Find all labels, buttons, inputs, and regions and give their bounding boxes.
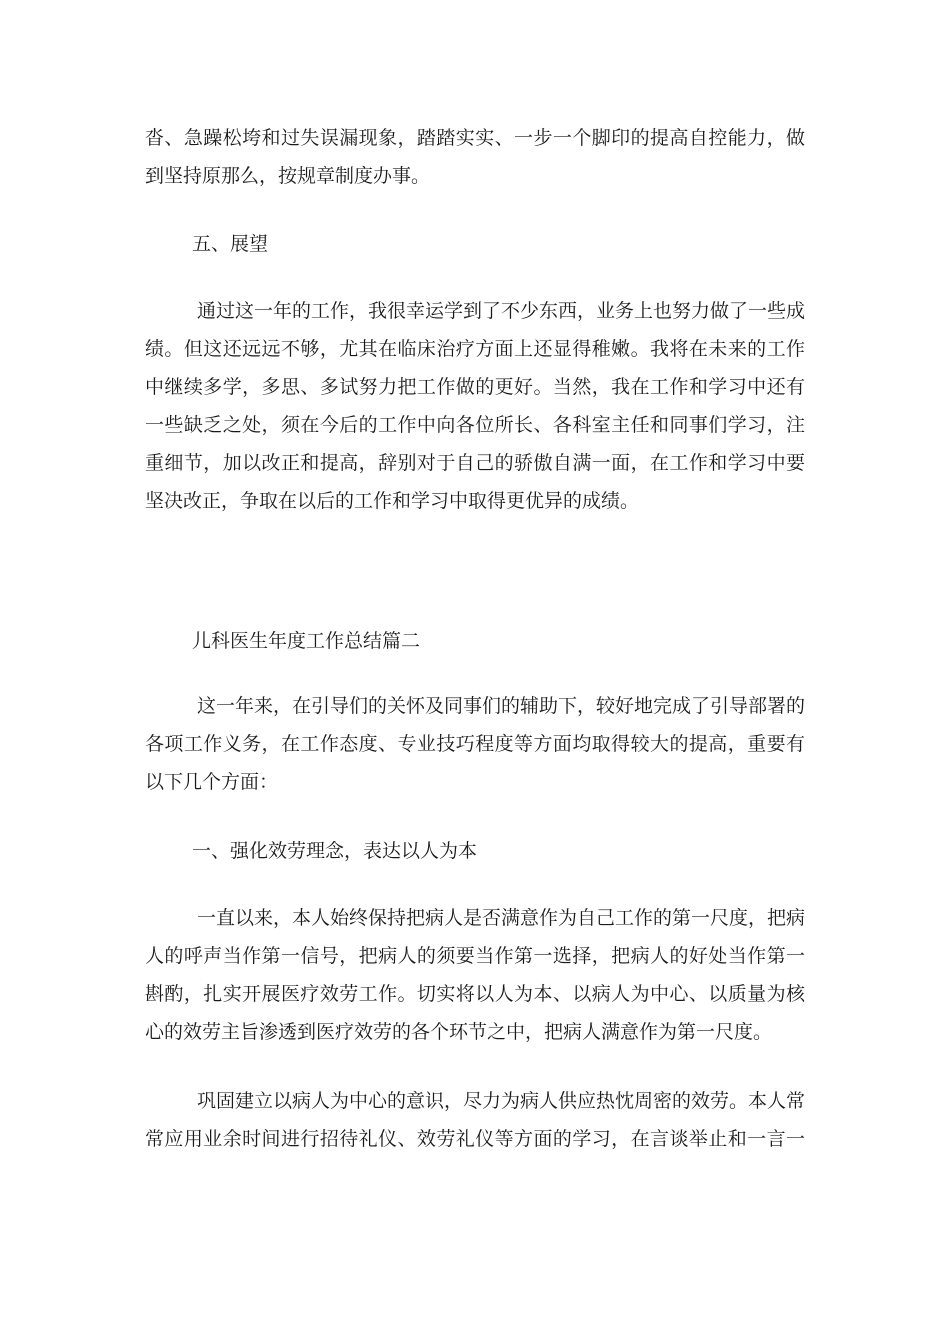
paragraph-line: 巩固建立以病人为中心的意识，尽力为病人供应热忱周密的效劳。本人常 bbox=[197, 1090, 805, 1112]
paragraph-line: 通过这一年的工作，我很幸运学到了不少东西，业务上也努力做了一些成 bbox=[197, 300, 805, 322]
paragraph-line: 这一年来，在引导们的关怀及同事们的辅助下，较好地完成了引导部署的 bbox=[197, 695, 805, 717]
heading-one: 一、强化效劳理念，表达以人为本 bbox=[192, 840, 478, 862]
heading-outlook: 五、展望 bbox=[192, 233, 269, 255]
paragraph-line: 心的效劳主旨渗透到医疗效劳的各个环节之中，把病人满意作为第一尺度。 bbox=[145, 1021, 773, 1043]
paragraph-line: 以下几个方面： bbox=[145, 771, 279, 793]
paragraph-line: 一直以来，本人始终保持把病人是否满意作为自己工作的第一尺度，把病 bbox=[197, 907, 805, 929]
paragraph-line: 一些缺乏之处，须在今后的工作中向各位所长、各科室主任和同事们学习，注 bbox=[145, 414, 805, 436]
section-title: 儿科医生年度工作总结篇二 bbox=[192, 630, 421, 652]
paragraph-line: 斟酌，扎实开展医疗效劳工作。切实将以人为本、以病人为中心、以质量为核 bbox=[145, 983, 805, 1005]
paragraph-line: 重细节，加以改正和提高，辞别对于自己的骄傲自满一面，在工作和学习中要 bbox=[145, 452, 805, 474]
paragraph-line: 中继续多学，多思、多试努力把工作做的更好。当然，我在工作和学习中还有 bbox=[145, 376, 805, 398]
paragraph-line: 沓、急躁松垮和过失误漏现象，踏踏实实、一步一个脚印的提高自控能力，做 bbox=[145, 127, 805, 149]
paragraph-line: 绩。但这还远远不够，尤其在临床治疗方面上还显得稚嫩。我将在未来的工作 bbox=[145, 338, 805, 360]
paragraph-line: 常应用业余时间进行招待礼仪、效劳礼仪等方面的学习，在言谈举止和一言一 bbox=[145, 1128, 805, 1150]
paragraph-line: 各项工作义务，在工作态度、专业技巧程度等方面均取得较大的提高，重要有 bbox=[145, 733, 805, 755]
paragraph-line: 坚决改正，争取在以后的工作和学习中取得更优异的成绩。 bbox=[145, 490, 640, 512]
paragraph-line: 人的呼声当作第一信号，把病人的须要当作第一选择，把病人的好处当作第一 bbox=[145, 945, 805, 967]
paragraph-line: 到坚持原那么，按规章制度办事。 bbox=[145, 165, 431, 187]
